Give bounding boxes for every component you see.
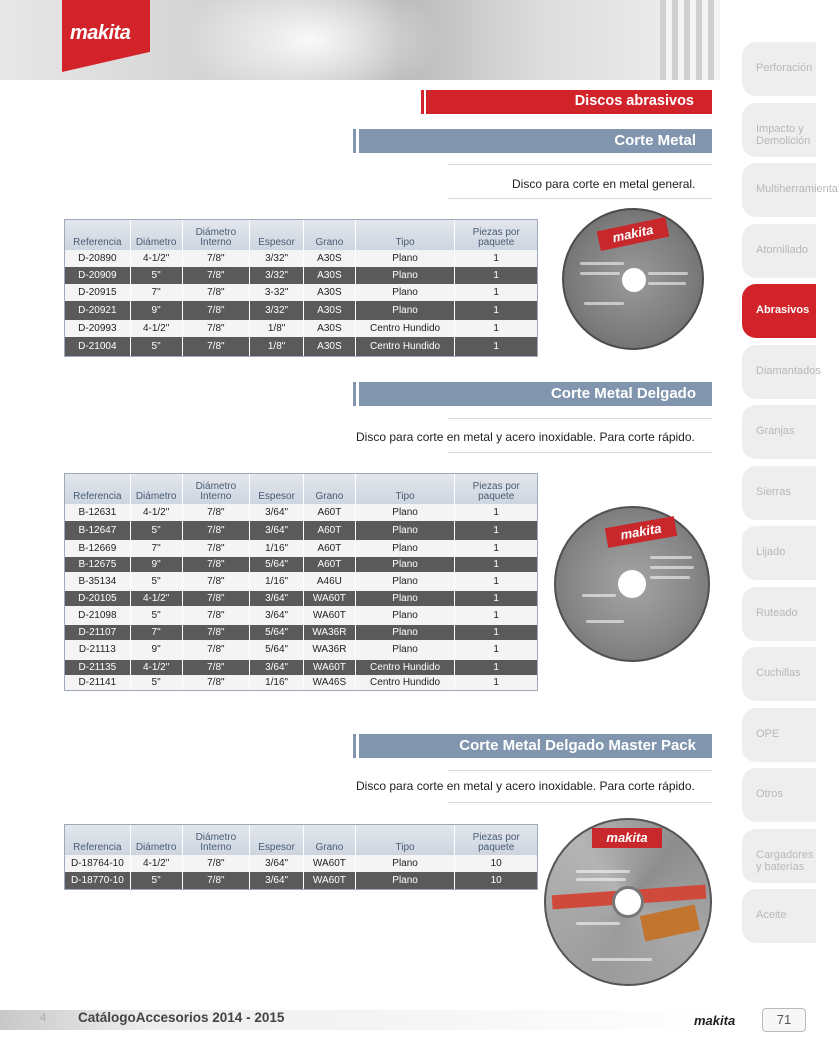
column-header: Grano — [304, 474, 356, 504]
table-row — [65, 557, 537, 572]
table-cell: WA60T — [304, 855, 356, 872]
disc-brand-label: makita — [592, 828, 662, 848]
category-tab[interactable] — [742, 466, 816, 520]
table-cell: A60T — [304, 504, 356, 521]
table-cell: 1/8" — [250, 320, 304, 337]
category-tab-label: Multiherramienta — [756, 183, 838, 195]
category-tab-label: Ruteado — [756, 606, 798, 619]
table-cell: 7/8" — [183, 284, 251, 301]
section-title-bar — [359, 382, 712, 406]
column-header: Diámetro Interno — [183, 825, 251, 855]
table-cell: 7/8" — [183, 521, 251, 540]
table-cell: B-12631 — [65, 504, 131, 521]
table-cell: 1 — [493, 524, 499, 536]
section-description: Disco para corte en metal y acero inoxidable. Para corte rápido. — [356, 779, 695, 793]
table-cell: A60T — [304, 521, 356, 540]
column-header: Tipo — [356, 825, 456, 855]
category-tab[interactable] — [742, 829, 816, 883]
table-cell: 1/8" — [250, 337, 304, 356]
table-row — [65, 625, 537, 640]
category-tab-label: Otros — [756, 788, 783, 800]
disc-text-line — [648, 282, 686, 285]
table-cell: Plano — [356, 872, 456, 889]
category-tab-label: Sierras — [756, 485, 791, 498]
column-header: Espesor — [250, 474, 304, 504]
table-header — [65, 474, 537, 504]
table-cell: 5" — [131, 521, 183, 540]
category-tab[interactable] — [742, 163, 838, 217]
table-cell: 7/8" — [183, 301, 251, 320]
table-cell: 4-1/2" — [131, 250, 183, 267]
table-cell: D-20993 — [65, 320, 131, 337]
column-header: Grano — [304, 825, 356, 855]
table-cell: 1 — [493, 542, 499, 554]
table-cell: B-12669 — [65, 540, 131, 557]
table-cell: Plano — [356, 267, 456, 284]
table-cell: Centro Hundido — [356, 337, 456, 356]
table-cell: 4-1/2" — [131, 320, 183, 337]
table-cell: 7/8" — [183, 640, 251, 660]
column-header: Referencia — [65, 474, 131, 504]
column-header: Diámetro — [131, 474, 183, 504]
category-tab-label: OPE — [756, 727, 780, 740]
table-cell: D-20890 — [65, 250, 131, 267]
table-cell: A30S — [304, 267, 356, 284]
table-cell: Centro Hundido — [356, 660, 456, 675]
divider — [448, 802, 712, 803]
table-cell: 7/8" — [183, 267, 251, 284]
table-cell: A60T — [304, 557, 356, 572]
table-cell: 1 — [493, 340, 499, 352]
table-cell: WA46S — [304, 675, 356, 690]
disc-text-line — [580, 272, 620, 275]
table-cell: 7/8" — [183, 572, 251, 591]
table-cell: 1 — [493, 626, 499, 638]
table-cell: 7/8" — [183, 855, 251, 872]
column-header: Tipo — [356, 220, 456, 250]
cutting-disc-image — [554, 506, 710, 662]
product-table — [64, 473, 538, 691]
table-cell: 1 — [493, 676, 499, 688]
table-cell: 1 — [493, 609, 499, 621]
table-cell: 1 — [493, 644, 499, 655]
table-cell: 7/8" — [183, 250, 251, 267]
column-header: Diámetro Interno — [183, 220, 251, 250]
table-cell: D-21107 — [65, 625, 131, 640]
table-cell: A60T — [304, 540, 356, 557]
category-tab[interactable] — [742, 768, 816, 822]
table-cell: WA60T — [304, 591, 356, 606]
table-cell: 1 — [493, 575, 499, 587]
disc-text-line — [592, 958, 652, 961]
page-title: Discos abrasivos — [574, 93, 694, 109]
disc-text-line — [650, 566, 694, 569]
category-tab[interactable] — [742, 708, 816, 762]
product-table — [64, 824, 538, 890]
table-cell: D-21113 — [65, 640, 131, 660]
category-tab-label: Perforación — [756, 62, 813, 74]
table-cell: 4-1/2" — [131, 591, 183, 606]
table-cell: A30S — [304, 250, 356, 267]
table-cell: 1/16" — [250, 540, 304, 557]
table-cell: 5" — [131, 872, 183, 889]
divider — [448, 164, 712, 165]
table-cell: 1 — [493, 304, 499, 316]
table-row — [65, 267, 537, 284]
table-row — [65, 640, 537, 660]
table-cell: 1 — [493, 252, 499, 264]
category-tab[interactable] — [742, 587, 816, 641]
table-cell: 3/64" — [250, 855, 304, 872]
disc-text-line — [576, 878, 626, 881]
table-cell: Plano — [356, 284, 456, 301]
table-cell: 4-1/2" — [131, 660, 183, 675]
table-cell: 7/8" — [183, 872, 251, 889]
column-header: Grano — [304, 220, 356, 250]
table-cell: 3/64" — [250, 591, 304, 606]
table-cell: 10 — [490, 874, 502, 886]
table-row — [65, 872, 537, 889]
category-tab-label: Aceite — [756, 909, 787, 921]
disc-text-line — [586, 620, 624, 623]
table-cell: A30S — [304, 301, 356, 320]
column-header: Tipo — [356, 474, 456, 504]
section-description: Disco para corte en metal y acero inoxidable. Para corte rápido. — [356, 430, 695, 444]
product-table — [64, 219, 538, 357]
table-cell: 9" — [131, 557, 183, 572]
footer-catalog-title: CatálogoAccesorios 2014 - 2015 — [78, 1010, 285, 1025]
table-cell: WA36R — [304, 640, 356, 660]
table-cell: A30S — [304, 337, 356, 356]
table-cell: 7/8" — [183, 625, 251, 640]
table-cell: D-20921 — [65, 301, 131, 320]
table-cell: Plano — [356, 301, 456, 320]
table-cell: Plano — [356, 625, 456, 640]
table-cell: 7/8" — [183, 660, 251, 675]
table-cell: 9" — [131, 301, 183, 320]
table-cell: Plano — [356, 504, 456, 521]
section-description: Disco para corte en metal general. — [512, 177, 696, 191]
table-cell: 7/8" — [183, 557, 251, 572]
table-cell: Plano — [356, 640, 456, 660]
category-tab-label: Atornillado — [756, 243, 808, 256]
table-cell: D-20915 — [65, 284, 131, 301]
table-cell: 3-32" — [250, 284, 304, 301]
table-cell: WA60T — [304, 872, 356, 889]
table-cell: 5/64" — [250, 557, 304, 572]
table-cell: 7/8" — [183, 337, 251, 356]
category-tab-label: Impacto y Demolición — [756, 122, 811, 147]
table-cell: B-12675 — [65, 557, 131, 572]
table-cell: 9" — [131, 640, 183, 660]
column-header: Espesor — [250, 220, 304, 250]
category-tab-label: Diamantados — [756, 364, 821, 377]
category-tab-label: Lijado — [756, 546, 786, 558]
table-cell: 3/32" — [250, 250, 304, 267]
table-cell: 4-1/2" — [131, 504, 183, 521]
table-header — [65, 220, 537, 250]
category-tab[interactable] — [742, 345, 821, 399]
table-cell: 7/8" — [183, 675, 251, 690]
table-cell: 5" — [131, 337, 183, 356]
table-cell: A30S — [304, 284, 356, 301]
table-row — [65, 521, 537, 540]
table-row — [65, 301, 537, 320]
table-cell: 7/8" — [183, 320, 251, 337]
column-header: Diámetro — [131, 220, 183, 250]
table-row — [65, 284, 537, 301]
disc-text-line — [580, 262, 624, 265]
category-tab-label: Cargadores y baterías — [756, 848, 814, 873]
column-header: Referencia — [65, 220, 131, 250]
table-cell: 1 — [493, 322, 499, 334]
table-cell: Plano — [356, 591, 456, 606]
table-cell: 4-1/2" — [131, 855, 183, 872]
table-cell: 1/16" — [250, 675, 304, 690]
table-row — [65, 855, 537, 872]
column-header: Diámetro Interno — [183, 474, 251, 504]
table-cell: 7/8" — [183, 540, 251, 557]
table-row — [65, 250, 537, 267]
section-title: Corte Metal — [614, 132, 696, 149]
table-cell: 3/32" — [250, 301, 304, 320]
cutting-disc-image — [562, 208, 704, 350]
table-cell: 5/64" — [250, 625, 304, 640]
table-cell: D-21004 — [65, 337, 131, 356]
footer-left-page-number: 4 — [40, 1012, 47, 1024]
table-cell: 10 — [490, 857, 502, 869]
table-row — [65, 675, 537, 690]
column-header: Piezas por paquete — [472, 832, 520, 853]
table-row — [65, 337, 537, 356]
table-cell: 7/8" — [183, 504, 251, 521]
table-cell: 1 — [493, 661, 499, 673]
table-cell: 7/8" — [183, 591, 251, 606]
category-tab-label: Abrasivos — [756, 304, 810, 316]
category-tab[interactable] — [742, 224, 816, 278]
disc-arbor-hole — [618, 570, 646, 598]
table-cell: A30S — [304, 320, 356, 337]
section-title: Corte Metal Delgado — [550, 385, 696, 402]
table-header — [65, 825, 537, 855]
table-row — [65, 540, 537, 557]
category-tab-label: Granjas — [756, 425, 795, 437]
table-cell: WA60T — [304, 606, 356, 625]
table-cell: D-20909 — [65, 267, 131, 284]
category-tab[interactable] — [742, 889, 816, 943]
disc-text-line — [648, 272, 688, 275]
disc-text-line — [650, 556, 692, 559]
table-cell: 1 — [493, 269, 499, 281]
table-cell: 5" — [131, 675, 183, 690]
table-cell: 5" — [131, 267, 183, 284]
table-cell: 5/64" — [250, 640, 304, 660]
disc-text-line — [584, 302, 624, 305]
disc-text-line — [582, 594, 616, 597]
table-cell: 3/32" — [250, 267, 304, 284]
table-cell: Plano — [356, 521, 456, 540]
table-cell: 3/64" — [250, 521, 304, 540]
page-title-bar — [426, 90, 712, 114]
table-cell: A46U — [304, 572, 356, 591]
disc-orange-panel — [640, 904, 700, 941]
disc-arbor-hole — [612, 886, 644, 918]
category-tab[interactable] — [742, 284, 816, 338]
category-tab[interactable] — [742, 405, 816, 459]
cutting-disc-image — [544, 818, 712, 986]
table-cell: Centro Hundido — [356, 675, 456, 690]
column-header: Espesor — [250, 825, 304, 855]
table-cell: 7" — [131, 540, 183, 557]
table-cell: D-21098 — [65, 606, 131, 625]
column-header: Diámetro — [131, 825, 183, 855]
table-cell: D-18770-10 — [65, 872, 131, 889]
column-header: Piezas por paquete — [472, 227, 520, 248]
section-title-bar — [359, 734, 712, 758]
table-cell: 3/64" — [250, 660, 304, 675]
table-cell: WA36R — [304, 625, 356, 640]
table-cell: B-12647 — [65, 521, 131, 540]
table-cell: D-21135 — [65, 660, 131, 675]
table-cell: D-21141 — [65, 675, 131, 690]
table-row — [65, 606, 537, 625]
section-title-bar — [359, 129, 712, 153]
table-cell: 5" — [131, 606, 183, 625]
table-cell: 1 — [493, 506, 499, 518]
table-cell: 1 — [493, 286, 499, 298]
table-cell: Plano — [356, 572, 456, 591]
table-cell: Centro Hundido — [356, 320, 456, 337]
table-cell: 1/16" — [250, 572, 304, 591]
table-cell: Plano — [356, 540, 456, 557]
page-number: 71 — [762, 1008, 806, 1032]
table-cell: 1 — [493, 592, 499, 604]
table-cell: 5" — [131, 572, 183, 591]
table-cell: Plano — [356, 250, 456, 267]
column-header: Piezas por paquete — [472, 481, 520, 502]
table-row — [65, 320, 537, 337]
table-cell: 7/8" — [183, 606, 251, 625]
divider — [448, 770, 712, 771]
table-cell: Plano — [356, 855, 456, 872]
column-header: Referencia — [65, 825, 131, 855]
table-cell: 3/64" — [250, 504, 304, 521]
table-cell: Plano — [356, 606, 456, 625]
table-cell: 3/64" — [250, 606, 304, 625]
table-cell: WA60T — [304, 660, 356, 675]
category-tab[interactable] — [742, 42, 816, 96]
disc-text-line — [576, 870, 630, 873]
table-cell: 7" — [131, 284, 183, 301]
category-tab[interactable] — [742, 526, 816, 580]
divider — [448, 452, 712, 453]
category-tab[interactable] — [742, 103, 816, 157]
footer-brand-logo: makita — [694, 1013, 736, 1028]
table-cell: 7" — [131, 625, 183, 640]
section-title: Corte Metal Delgado Master Pack — [459, 737, 696, 754]
table-cell: B-35134 — [65, 572, 131, 591]
table-row — [65, 660, 537, 675]
divider — [448, 418, 712, 419]
disc-brand-label: makita — [605, 516, 677, 548]
disc-brand-label: makita — [597, 217, 670, 251]
table-cell: 3/64" — [250, 872, 304, 889]
disc-text-line — [576, 922, 620, 925]
table-cell: 1 — [493, 558, 499, 570]
divider — [448, 198, 712, 199]
banner-decoration — [660, 0, 720, 80]
table-cell: D-18764-10 — [65, 855, 131, 872]
table-cell: Plano — [356, 557, 456, 572]
disc-text-line — [650, 576, 690, 579]
category-tab-label: Cuchillas — [756, 667, 801, 679]
brand-logo: makita — [70, 22, 131, 44]
table-row — [65, 572, 537, 591]
table-row — [65, 591, 537, 606]
category-tab[interactable] — [742, 647, 816, 701]
disc-arbor-hole — [622, 268, 646, 292]
table-row — [65, 504, 537, 521]
table-cell: D-20105 — [65, 591, 131, 606]
